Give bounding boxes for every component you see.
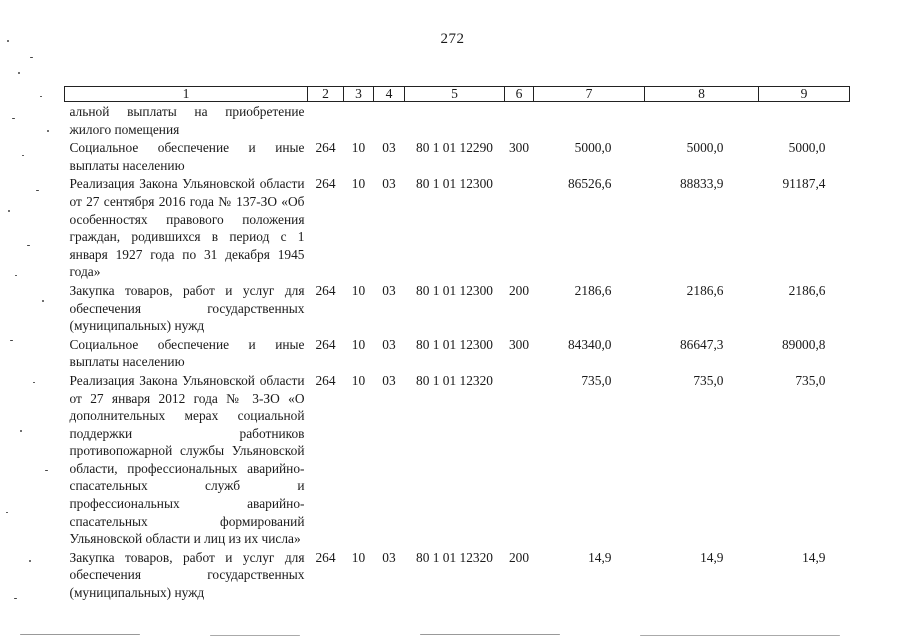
amount-col-7: 84340,0 <box>567 336 612 352</box>
row-description: Реализация Закона Ульяновской области от 27 января 2012 года № 3-ЗО «О дополнительных мерах социальной поддержки работников противопожарной службы Ульяновской области, профессиональных аварийно-спасательных служб и профессиональных аварийно-спасательных формирований Ульяновской области и лиц из их числа» <box>69 372 305 547</box>
row-description: Закупка товаров, работ и услуг для обеспечения государственных (муниципальных) нужд <box>69 282 305 334</box>
ministry-code: 264 <box>315 282 336 298</box>
table-row <box>65 371 850 548</box>
table-row <box>65 174 850 281</box>
amount-col-8: 2186,6 <box>686 282 724 298</box>
table-row <box>65 102 850 139</box>
amount-col-7: 86526,6 <box>567 176 612 192</box>
column-header: 1 <box>65 87 308 102</box>
amount-col-7 <box>534 102 645 139</box>
amount-col-8: 86647,3 <box>679 336 724 352</box>
row-description: Социальное обеспечение и иные выплаты населению <box>69 336 305 370</box>
target-article-code <box>405 102 505 139</box>
expense-type-code <box>505 174 534 281</box>
amount-col-7: 2186,6 <box>574 282 612 298</box>
subsection-code <box>374 102 405 139</box>
section-code: 10 <box>351 282 366 298</box>
column-header: 8 <box>645 87 759 102</box>
amount-col-8: 735,0 <box>693 372 724 388</box>
expense-type-code: 200 <box>508 549 530 565</box>
target-article-code: 80 1 01 12290 <box>416 140 493 156</box>
target-article-code: 80 1 01 12320 <box>416 549 493 565</box>
column-number-header-row <box>65 87 850 102</box>
target-article-code: 80 1 01 12300 <box>416 282 493 298</box>
row-description: альной выплаты на приобретение жилого помещения <box>69 104 305 137</box>
table-row <box>65 335 850 371</box>
scan-left-edge-artifact <box>0 0 62 640</box>
amount-col-7: 735,0 <box>581 372 612 388</box>
target-article-code: 80 1 01 12320 <box>416 372 493 388</box>
section-code: 10 <box>351 140 366 156</box>
column-header: 3 <box>344 87 374 102</box>
amount-col-8: 14,9 <box>700 549 724 565</box>
amount-col-9: 735,0 <box>795 372 826 388</box>
ministry-code: 264 <box>315 372 336 388</box>
column-header: 4 <box>374 87 405 102</box>
table-row <box>65 138 850 174</box>
section-code: 10 <box>351 336 366 352</box>
amount-col-9: 5000,0 <box>788 140 826 156</box>
column-header: 9 <box>759 87 850 102</box>
amount-col-9: 14,9 <box>802 549 826 565</box>
amount-col-7: 5000,0 <box>574 140 612 156</box>
subsection-code: 03 <box>382 176 396 192</box>
column-header: 5 <box>405 87 505 102</box>
expense-type-code: 300 <box>508 140 530 156</box>
ministry-code: 264 <box>315 549 336 565</box>
amount-col-9: 89000,8 <box>781 336 826 352</box>
expense-type-code <box>505 102 534 139</box>
row-description: Закупка товаров, работ и услуг для обеспечения государственных (муниципальных) нужд <box>69 549 305 601</box>
section-code: 10 <box>351 372 366 388</box>
amount-col-8 <box>645 102 759 139</box>
expense-type-code: 300 <box>508 336 530 352</box>
table-row <box>65 281 850 335</box>
target-article-code: 80 1 01 12300 <box>416 176 493 192</box>
expense-type-code: 200 <box>508 282 530 298</box>
page-number: 272 <box>440 31 465 47</box>
amount-col-7: 14,9 <box>588 549 612 565</box>
column-header: 6 <box>505 87 534 102</box>
subsection-code: 03 <box>382 140 396 156</box>
amount-col-9: 2186,6 <box>788 282 826 298</box>
column-header: 2 <box>308 87 344 102</box>
ministry-code: 264 <box>315 140 336 156</box>
subsection-code: 03 <box>382 372 396 388</box>
scan-bottom-edge-artifact <box>0 629 905 640</box>
row-description: Реализация Закона Ульяновской области от 27 сентября 2016 года № 137-ЗО «Об особенностях правового положения граждан, родившихся в период с 1 января 1927 года по 31 декабря 1945 года» <box>69 176 305 280</box>
table-row <box>65 548 850 602</box>
amount-col-9 <box>759 102 850 139</box>
amount-col-8: 88833,9 <box>679 176 724 192</box>
subsection-code: 03 <box>382 336 396 352</box>
section-code: 10 <box>351 176 366 192</box>
column-header: 7 <box>534 87 645 102</box>
subsection-code: 03 <box>382 282 396 298</box>
ministry-code: 264 <box>315 176 336 192</box>
amount-col-8: 5000,0 <box>686 140 724 156</box>
ministry-code: 264 <box>315 336 336 352</box>
row-description: Социальное обеспечение и иные выплаты населению <box>69 140 305 173</box>
budget-table <box>64 86 850 602</box>
section-code <box>344 102 374 139</box>
section-code: 10 <box>351 549 366 565</box>
ministry-code <box>308 102 344 139</box>
expense-type-code <box>505 371 534 548</box>
subsection-code: 03 <box>382 549 396 565</box>
target-article-code: 80 1 01 12300 <box>416 336 493 352</box>
amount-col-9: 91187,4 <box>782 176 826 192</box>
